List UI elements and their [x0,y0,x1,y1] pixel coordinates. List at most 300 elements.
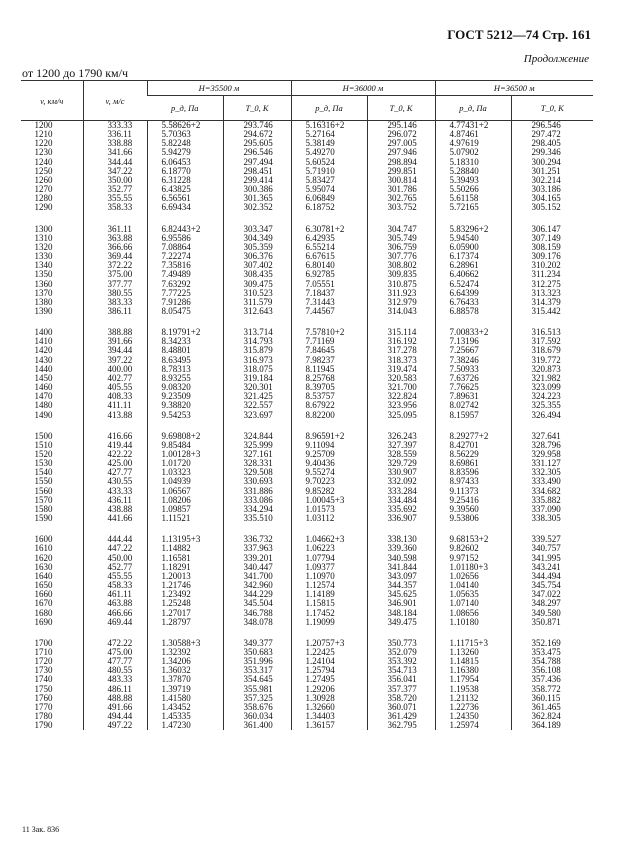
spacer-cell [223,213,291,225]
table-cell: 402.77 [83,374,147,383]
table-cell: 1.11521 [147,514,223,523]
table-cell: 355.55 [83,194,147,203]
spacer-cell [511,420,593,432]
table-cell: 1250 [34,165,53,176]
table-cell: 9.25709 [291,450,367,459]
table-cell: 1.30928 [291,694,367,703]
table-cell: 1.20757+3 [291,639,367,648]
table-cell: 5.07902 [435,148,511,157]
table-cell: 6.64399 [435,289,511,298]
table-cell: 1.22736 [435,703,511,712]
header-p: p_д, Па [291,96,367,121]
table-cell: 309.475 [223,280,291,289]
table-cell: 332.305 [511,468,593,477]
table-cell: 331.127 [511,459,593,468]
table-cell: 327.641 [511,432,593,441]
table-cell: 348.078 [223,618,291,627]
table-cell: 5.83296+2 [435,225,511,234]
table-cell: 333.284 [367,487,435,496]
page-header: ГОСТ 5212—74 Стр. 161 [447,27,591,42]
table-cell: 332.092 [367,477,435,486]
table-cell: 436.11 [83,496,147,505]
table-cell: 324.223 [511,392,593,401]
table-cell: 344.229 [223,590,291,599]
table-cell: 340.757 [511,544,593,553]
table-cell: 353.475 [511,648,593,657]
table-cell: 9.97152 [435,554,511,563]
table-cell: 345.504 [223,599,291,608]
table-cell: 1240 [34,156,53,167]
table-cell: 1.18291 [147,563,223,572]
table-cell: 458.33 [83,581,147,590]
table-cell: 1.27017 [147,609,223,618]
table-cell: 1680 [34,607,53,618]
table-cell: 6.06849 [291,194,367,203]
spacer-cell [367,420,435,432]
table-cell: 295.605 [223,139,291,148]
table-cell: 1.27495 [291,675,367,684]
table-cell: 305.152 [511,203,593,212]
table-cell: 441.66 [83,514,147,523]
table-cell: 360.071 [367,703,435,712]
table-cell: 1.23492 [147,590,223,599]
table-cell: 302.765 [367,194,435,203]
table-cell: 5.71910 [291,167,367,176]
table-cell: 1.36157 [291,721,367,730]
table-cell: 330.907 [367,468,435,477]
spacer-cell [21,627,83,639]
table-cell: 8.29277+2 [435,432,511,441]
table-cell: 9.85484 [147,441,223,450]
table-cell: 1.09857 [147,505,223,514]
spacer-cell [223,420,291,432]
table-cell: 1.03112 [291,514,367,523]
table-cell: 5.39493 [435,176,511,185]
table-cell: 297.472 [511,130,593,139]
table-cell: 4.97619 [435,139,511,148]
table-cell: 333.086 [223,496,291,505]
table-cell: 7.76625 [435,383,511,392]
table-cell: 5.72165 [435,203,511,212]
table-cell: 316.192 [367,337,435,346]
table-cell: 1770 [34,701,53,712]
table-cell: 306.147 [511,225,593,234]
table-cell: 361.400 [223,721,291,730]
table-cell: 7.84645 [291,346,367,355]
table-cell: 6.80140 [291,261,367,270]
table-cell: 294.672 [223,130,291,139]
table-cell: 1400 [34,327,53,338]
table-cell: 1.47230 [147,721,223,730]
table-cell: 408.33 [83,392,147,401]
table-cell: 8.53757 [291,392,367,401]
table-cell: 433.33 [83,487,147,496]
table-cell: 413.88 [83,411,147,420]
spacer-cell [511,627,593,639]
table-cell: 1.15815 [291,599,367,608]
table-cell: 6.52474 [435,280,511,289]
table-cell: 355.981 [223,685,291,694]
table-cell: 5.28840 [435,167,511,176]
spacer-cell [147,420,223,432]
table-cell: 316.973 [223,356,291,365]
table-cell: 427.77 [83,468,147,477]
table-cell: 1650 [34,580,53,591]
table-cell: 314.379 [511,298,593,307]
table-cell: 1260 [34,174,53,185]
table-cell: 8.96591+2 [291,432,367,441]
table-cell: 9.85282 [291,487,367,496]
table-cell: 296.546 [223,148,291,157]
table-cell: 8.34233 [147,337,223,346]
table-cell: 300.386 [223,185,291,194]
table-cell: 430.55 [83,477,147,486]
table-cell: 301.786 [367,185,435,194]
table-cell: 297.494 [223,158,291,167]
table-cell: 335.882 [511,496,593,505]
table-cell: 298.405 [511,139,593,148]
table-cell: 7.13196 [435,337,511,346]
table-cell: 306.759 [367,243,435,252]
table-cell: 325.999 [223,441,291,450]
table-cell: 1.28797 [147,618,223,627]
table-cell: 1.01573 [291,505,367,514]
continuation-note: Продолжение [523,53,589,65]
table-cell: 1.12574 [291,581,367,590]
table-cell: 313.714 [223,328,291,337]
table-cell: 383.33 [83,298,147,307]
table-cell: 5.18310 [435,158,511,167]
table-cell: 1360 [34,278,53,289]
table-cell: 9.68153+2 [435,535,511,544]
table-cell: 303.752 [367,203,435,212]
table-cell: 296.546 [511,121,593,131]
table-cell: 358.33 [83,203,147,212]
table-cell: 319.184 [223,374,291,383]
table-cell: 6.88578 [435,307,511,316]
table-cell: 6.31228 [147,176,223,185]
table-cell: 328.796 [511,441,593,450]
table-cell: 5.70363 [147,130,223,139]
table-cell: 438.88 [83,505,147,514]
table-cell: 6.40662 [435,270,511,279]
table-cell: 357.436 [511,675,593,684]
table-cell: 315.879 [223,346,291,355]
table-cell: 9.53806 [435,514,511,523]
table-cell: 1670 [34,598,53,609]
table-cell: 1.45335 [147,712,223,721]
table-cell: 304.349 [223,234,291,243]
table-cell: 339.527 [511,535,593,544]
table-cell: 346.901 [367,599,435,608]
table-cell: 337.090 [511,505,593,514]
table-cell: 356.108 [511,666,593,675]
table-cell: 419.44 [83,441,147,450]
table-cell: 321.700 [367,383,435,392]
table-cell: 1500 [34,430,53,441]
table-cell: 1420 [34,345,53,356]
table-cell: 1780 [34,711,53,722]
spacer-cell [435,627,511,639]
table-cell: 7.63726 [435,374,511,383]
table-cell: 8.63495 [147,356,223,365]
table-cell: 388.88 [83,328,147,337]
table-cell: 311.234 [511,270,593,279]
table-cell: 397.22 [83,356,147,365]
header-v-ms: v, м/с [83,81,147,121]
table-cell: 4.87461 [435,130,511,139]
table-cell: 1740 [34,674,53,685]
table-cell: 342.960 [223,581,291,590]
table-cell: 343.241 [511,563,593,572]
table-cell: 416.66 [83,432,147,441]
table-cell: 1.01180+3 [435,563,511,572]
table-cell: 295.146 [367,121,435,131]
table-cell: 1.07794 [291,554,367,563]
table-cell: 8.82200 [291,411,367,420]
table-cell: 352.169 [511,639,593,648]
table-cell: 9.69808+2 [147,432,223,441]
table-cell: 310.875 [367,280,435,289]
table-cell: 1.24350 [435,712,511,721]
table-cell: 1520 [34,449,53,459]
table-cell: 313.323 [511,289,593,298]
table-cell: 1480 [34,400,53,411]
table-cell: 310.202 [511,261,593,270]
table-cell: 323.956 [367,401,435,410]
table-cell: 1.05635 [435,590,511,599]
table-cell: 1.10970 [291,572,367,581]
table-cell: 1750 [34,683,53,694]
table-cell: 334.484 [367,496,435,505]
table-cell: 340.447 [223,563,291,572]
table-cell: 7.49489 [147,270,223,279]
spacer-cell [367,213,435,225]
table-cell: 344.44 [83,158,147,167]
table-cell: 1.19099 [291,618,367,627]
table-cell: 7.98237 [291,356,367,365]
table-cell: 299.851 [367,167,435,176]
table-cell: 1.08656 [435,609,511,618]
table-cell: 1200 [34,120,53,130]
table-cell: 341.844 [367,563,435,572]
table-row [21,514,593,523]
table-cell: 8.42701 [435,441,511,450]
table-cell: 1530 [34,458,53,469]
table-cell: 1640 [34,570,53,581]
table-cell: 1660 [34,589,53,600]
table-cell: 340.598 [367,554,435,563]
table-cell: 6.06453 [147,158,223,167]
table-cell: 5.38149 [291,139,367,148]
table-cell: 346.788 [223,609,291,618]
table-cell: 8.39705 [291,383,367,392]
table-cell: 411.11 [83,401,147,410]
header-group-3: H=36500 м [435,81,593,96]
table-cell: 6.28961 [435,261,511,270]
table-cell: 1.19538 [435,685,511,694]
table-cell: 6.43825 [147,185,223,194]
table-cell: 352.77 [83,185,147,194]
table-cell: 8.19791+2 [147,328,223,337]
table-cell: 5.27164 [291,130,367,139]
table-cell: 8.11945 [291,365,367,374]
table-cell: 353.317 [223,666,291,675]
table-cell: 366.66 [83,243,147,252]
table-cell: 8.69861 [435,459,511,468]
table-cell: 1.25974 [435,721,511,730]
table-cell: 8.93255 [147,374,223,383]
table-cell: 5.58626+2 [147,121,223,131]
table-cell: 8.15957 [435,411,511,420]
table-cell: 315.442 [511,307,593,316]
table-cell: 400.00 [83,365,147,374]
table-cell: 320.583 [367,374,435,383]
table-cell: 341.66 [83,148,147,157]
table-cell: 326.243 [367,432,435,441]
table-cell: 1.39719 [147,685,223,694]
table-cell: 1.10180 [435,618,511,627]
table-cell: 312.643 [223,307,291,316]
speed-range-caption: от 1200 до 1790 км/ч [22,66,128,80]
block-gap [21,627,593,639]
table-cell: 6.17374 [435,252,511,261]
table-cell: 1700 [34,637,53,648]
table-cell: 1590 [34,513,53,524]
table-cell: 1300 [34,223,53,234]
table-cell: 8.48801 [147,346,223,355]
table-cell: 8.25768 [291,374,367,383]
table-cell: 1.34206 [147,657,223,666]
table-cell: 1540 [34,467,53,478]
table-cell: 302.214 [511,176,593,185]
table-cell: 7.25667 [435,346,511,355]
table-cell: 6.42935 [291,234,367,243]
table-cell: 1560 [34,485,53,496]
spacer-cell [147,213,223,225]
header-T: T_0, К [223,96,291,121]
spacer-cell [147,627,223,639]
table-cell: 422.22 [83,450,147,459]
table-cell: 1.21132 [435,694,511,703]
table-cell: 357.377 [367,685,435,694]
table-cell: 352.079 [367,648,435,657]
table-cell: 343.097 [367,572,435,581]
table-cell: 6.69434 [147,203,223,212]
header-v-kmh: v, км/ч [21,81,83,121]
table-cell: 1.04140 [435,581,511,590]
block-gap [21,213,593,225]
table-cell: 447.22 [83,544,147,553]
table-cell: 312.275 [511,280,593,289]
table-cell: 1310 [34,232,53,243]
table-cell: 344.494 [511,572,593,581]
table-cell: 1.24104 [291,657,367,666]
table-cell: 6.05900 [435,243,511,252]
spacer-cell [83,213,147,225]
table-row [21,307,593,316]
table-cell: 1.14882 [147,544,223,553]
table-cell: 1.37870 [147,675,223,684]
table-cell: 1.41580 [147,694,223,703]
table-cell: 7.00833+2 [435,328,511,337]
table-cell: 7.31443 [291,298,367,307]
block-gap [21,420,593,432]
table-cell: 9.11373 [435,487,511,496]
table-cell: 7.57810+2 [291,328,367,337]
table-cell: 301.251 [511,167,593,176]
table-cell: 494.44 [83,712,147,721]
table-cell: 300.814 [367,176,435,185]
table-cell: 377.77 [83,280,147,289]
table-cell: 305.749 [367,234,435,243]
table-cell: 309.176 [511,252,593,261]
table-cell: 363.88 [83,234,147,243]
table-cell: 303.347 [223,225,291,234]
table-cell: 1320 [34,241,53,252]
table-cell: 304.747 [367,225,435,234]
page-footer: 11 Зак. 836 [22,825,60,834]
table-cell: 1.09377 [291,563,367,572]
table-cell: 7.77225 [147,289,223,298]
table-cell: 338.305 [511,514,593,523]
table-cell: 1.07140 [435,599,511,608]
table-cell: 300.294 [511,158,593,167]
table-cell: 299.346 [511,148,593,157]
table-cell: 1.29206 [291,685,367,694]
table-cell: 375.00 [83,270,147,279]
table-cell: 7.08864 [147,243,223,252]
table-cell: 1.02656 [435,572,511,581]
table-cell: 5.95074 [291,185,367,194]
table-cell: 348.184 [367,609,435,618]
table-cell: 5.83427 [291,176,367,185]
table-cell: 321.982 [511,374,593,383]
table-cell: 466.66 [83,609,147,618]
table-cell: 1.06567 [147,487,223,496]
table-cell: 296.072 [367,130,435,139]
table-cell: 1690 [34,616,53,627]
table-cell: 1.00045+3 [291,496,367,505]
table-cell: 1460 [34,382,53,393]
table-cell: 7.35816 [147,261,223,270]
table-cell: 297.005 [367,139,435,148]
table-cell: 350.683 [223,648,291,657]
table-cell: 361.465 [511,703,593,712]
table-cell: 369.44 [83,252,147,261]
table-cell: 293.746 [223,121,291,131]
table-cell: 304.165 [511,194,593,203]
spacer-cell [367,627,435,639]
table-cell: 314.793 [223,337,291,346]
table-cell: 1450 [34,372,53,383]
table-cell: 1580 [34,503,53,514]
table-cell: 8.05475 [147,307,223,316]
table-cell: 361.11 [83,225,147,234]
table-cell: 318.075 [223,365,291,374]
table-cell: 1.13260 [435,648,511,657]
spacer-cell [291,420,367,432]
table-cell: 354.713 [367,666,435,675]
spacer-cell [291,213,367,225]
table-cell: 5.50266 [435,185,511,194]
table-cell: 5.94279 [147,148,223,157]
table-cell: 1710 [34,646,53,657]
table-cell: 354.788 [511,657,593,666]
table-cell: 319.474 [367,365,435,374]
table-cell: 325.355 [511,401,593,410]
table-cell: 455.55 [83,572,147,581]
